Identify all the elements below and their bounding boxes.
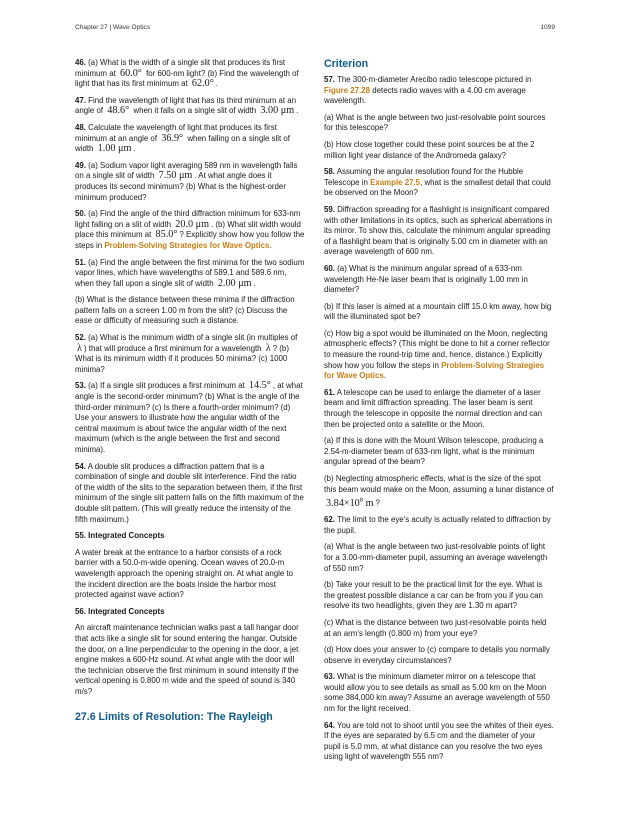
page-number: 1099 [540, 24, 555, 31]
page-header [75, 24, 555, 31]
math: λ [77, 342, 82, 354]
problem-62b: (b) Take your result to be the practical limit for the eye. What is the greatest possible distance a car can be from you if you can resolve its two headlights, given they are 1.30 m apart? [324, 580, 543, 611]
problem-60: 60. (a) What is the minimum angular spread of a 633-nm wavelength He-Ne laser beam that is originally 1.00 mm in diameter? [324, 263, 528, 295]
chapter-title: Chapter 27 | Wave Optics [75, 24, 151, 31]
right-column [324, 58, 554, 769]
problem-61b: (b) Neglecting atmospheric effects, what is the size of the spot this beam would make on the Moon, assuming a lunar distance of $3.84\times 10^8$ m ? [324, 474, 554, 509]
problem-46: 46. (a) What is the width of a single slit that produces its first minimum at 60.0° for 600-nm light? (b) Find the wavelength of light that has its first minimum at 62.0° . [75, 58, 299, 90]
problem-53: 53. (a) If a single slit produces a first minimum at 14.5° , at what angle is the second-order minimum? (b) What is the angle of the third-order minimum? (c) Is there a fourth-order minimum? (d) Use your answers to illustrate how the angular width of the central maximum is about twice the angular width of the next maximum (which is the angle between the first and second minima). [75, 380, 303, 454]
problem-57a: (a) What is the angle between two just-resolvable point sources for this telescope? [324, 112, 546, 133]
problem-61: 61. A telescope can be used to enlarge the diameter of a laser beam and limit diffraction spreading. The laser beam is sent through the telescope in opposite the normal direction and can then be projected onto a satellite or the Moon. [324, 387, 543, 429]
problem-55-title: 55. Integrated Concepts [75, 531, 165, 541]
problem-62: 62. The limit to the eye's acuity is actually related to diffraction by the pupil. [324, 515, 551, 535]
figure-link[interactable]: Figure 27.28 [324, 85, 371, 95]
problem-52: 52. (a) What is the minimum width of a single slit (in multiples of λ ) that will produce a first minimum for a wavelength λ ? (b) What is its minimum width if it produces 50 minima? (c) 1000 minima? [75, 333, 298, 374]
strategy-link[interactable]: Problem-Solving Strategies for Wave Optics [324, 360, 545, 381]
math: $3.84\times 10^8$ m [326, 496, 374, 509]
problem-51: 51. (a) Find the angle between the first minima for the two sodium vapor lines, which have wavelengths of 589.1 and 589.6 nm, when they fall upon a single slit of width 2.00 μm . [75, 257, 305, 289]
problem-60c: (c) How big a spot would be illuminated on the Moon, neglecting atmospheric effects? (This might be done to hit a corner reflector to measure the round-trip time and, hence, distance.) Explicitly show how you follow the steps in Problem-Solving Strategies for Wave Optics. [324, 328, 550, 381]
problem-60b: (b) If this laser is aimed at a mountain cliff 15.0 km away, how big will the illuminated spot be? [324, 301, 552, 322]
problem-57b: (b) How close together could these point sources be at the 2 million light year distance of the Andromeda galaxy? [324, 139, 535, 160]
math: 3.00 μm [260, 105, 295, 117]
problem-49: 49. (a) Sodium vapor light averaging 589 nm in wavelength falls on a single slit of width 7.50 μm . At what angle does it produces its second minimum? (b) What is the highest-order minimum produced? [75, 160, 298, 202]
left-column [75, 58, 305, 728]
section-title: 27.6 Limits of Resolution: The Rayleigh [75, 711, 273, 724]
example-link[interactable]: Example 27.5 [370, 177, 421, 187]
problem-59: 59. Diffraction spreading for a flashlight is insignificant compared with other limitations in its optics, such as spherical aberrations in its mirror. To show this, calculate the minimum angular spreading of a flashlight beam that is originally 5.00 cm in diameter with an average wavelength of 600 nm. [324, 204, 553, 257]
math: 2.00 μm [217, 277, 252, 289]
problem-55: A water break at the entrance to a harbor consists of a rock barrier with a 50.0-m-wide opening. Ocean waves of 20.0-m wavelength approach the opening straight on. At what angle to the incident direction are the boats inside the harbor most protected against wave action? [75, 547, 294, 600]
section-title-continued: Criterion [324, 58, 369, 70]
math: λ [265, 342, 271, 354]
math: 20.0 μm [175, 218, 210, 230]
problem-61a: (a) If this is done with the Mount Wilson telescope, producing a 2.54-m-diameter beam of 633-nm light, what is the minimum angular spread of the beam? [324, 436, 544, 467]
math: 85.0° [155, 229, 178, 241]
problem-63: 63. What is the minimum diameter mirror on a telescope that would allow you to see details as small as 5.00 km on the Moon some 384,000 km away? Assume an average wavelength of 550 nm for the light received. [324, 672, 550, 714]
math: 62.0° [191, 78, 214, 90]
problem-54: 54. A double slit produces a diffraction pattern that is a combination of single and double slit interference. Find the ratio of the width of the slits to the separation between them, if the first minimum of the single slit pattern falls on the fifth maximum of the double slit pattern. (This will greatly reduce the intensity of the fifth maximum.) [75, 461, 304, 524]
problem-58: 58. Assuming the angular resolution found for the Hubble Telescope in Example 27.5, what is the smallest detail that could be observed on the Moon? [324, 167, 551, 198]
problem-56-title: 56. Integrated Concepts [75, 606, 165, 616]
math: 14.5° [248, 380, 271, 392]
math: 60.0° [119, 67, 142, 79]
strategy-link[interactable]: Problem-Solving Strategies for Wave Optics [104, 240, 270, 250]
problem-48: 48. Calculate the wavelength of light that produces its first minimum at an angle of 36.9° when falling on a single slit of width 1.00 μm . [75, 122, 290, 155]
problem-47: 47. Find the wavelength of light that has its third minimum at an angle of 48.6° when it falls on a single slit of width 3.00 μm . [75, 95, 299, 117]
problem-50: 50. (a) Find the angle of the third diffraction minimum for 633-nm light falling on a slit of width 20.0 μm . (b) What slit width would place this minimum at 85.0° ? Explicitly show how you follow the steps in Problem-Solving Strategies for Wave Optics. [75, 209, 305, 250]
problem-57: 57. The 300-m-diameter Arecibo radio telescope pictured in Figure 27.28 detects radio waves with a 4.00 cm average wavelength. [324, 75, 532, 106]
math: 7.50 μm [158, 170, 193, 182]
problem-62d: (d) How does your answer to (c) compare to details you normally observe in everyday circumstances? [324, 645, 550, 665]
math: 1.00 μm [97, 143, 132, 155]
math: 36.9° [161, 132, 184, 144]
problem-62a: (a) What is the angle between two just-resolvable points of light for a 3.00-mm-diameter pupil, assuming an average wavelength of 550 nm? [324, 542, 548, 573]
problem-56: An aircraft maintenance technician walks past a tall hangar door that acts like a single slit for sound entering the hangar. Outside the door, on a line perpendicular to the opening in the door, a jet engine makes a 600-Hz sound. At what angle with the door will the technician observe the first minimum in sound intensity if the vertical opening is 0.800 m wide and the speed of sound is 340 m/s? [75, 623, 299, 696]
problem-62c: (c) What is the distance between two just-resolvable points held at an arm's length (0.800 m) from your eye? [324, 617, 547, 638]
problem-64: 64. You are told not to shoot until you see the whites of their eyes. If the eyes are separated by 6.5 cm and the diameter of your pupil is 5.0 mm, at what distance can you resolve the two eyes using light of wavelength 555 nm? [324, 720, 554, 762]
problem-51b: (b) What is the distance between these minima if the diffraction pattern falls on a screen 1.00 m from the slit? (c) Discuss the ease or difficulty of measuring such a distance. [75, 295, 295, 326]
math: 48.6° [107, 105, 130, 117]
